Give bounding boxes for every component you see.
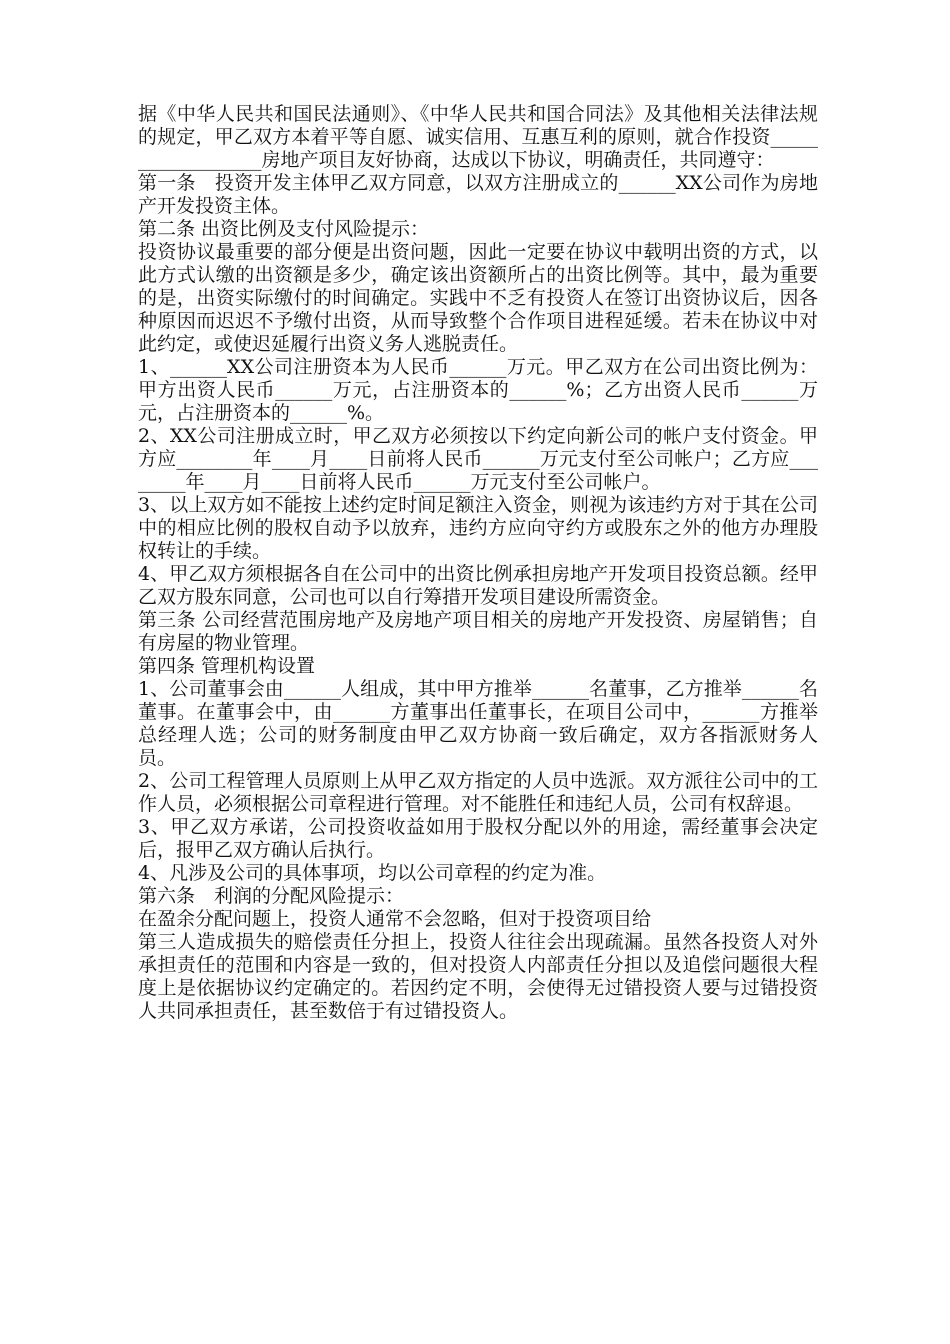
article-4-clause-4: 4、凡涉及公司的具体事项，均以公司章程的约定为准。 [138, 862, 607, 884]
article-4-heading: 第四条 管理机构设置 [138, 655, 316, 677]
article-4-clause-2: 2、公司工程管理人员原则上从甲乙双方指定的人员中选派。双方派往公司中的工作人员，必须根据公司章程进行管理。对不能胜任和违纪人员，公司有权辞退。 [138, 770, 818, 815]
document-body [138, 103, 818, 1023]
article-6-risk-note-line-2: 第三人造成损失的赔偿责任分担上，投资人往往会出现疏漏。虽然各投资人对外承担责任的范围和内容是一致的，但对投资人内部责任分担以及追偿问题很大程度上是依据协议约定确定的。若因约定不明，会使得无过错投资人要与过错投资人共同承担责任，甚至数倍于有过错投资人。 [138, 931, 818, 1022]
article-4-clause-3: 3、甲乙双方承诺，公司投资收益如用于股权分配以外的用途，需经董事会决定后，报甲乙双方确认后执行。 [138, 816, 818, 861]
article-2-clause-4: 4、甲乙双方须根据各自在公司中的出资比例承担房地产开发项目投资总额。经甲乙双方股东同意，公司也可以自行筹措开发项目建设所需资金。 [138, 563, 818, 608]
article-3-paragraph: 第三条 公司经营范围房地产及房地产项目相关的房地产开发投资、房屋销售；自有房屋的物业管理。 [138, 609, 818, 654]
article-6-heading: 第六条 利润的分配风险提示： [138, 885, 405, 907]
article-2-clause-1: 1、______XX公司注册资本为人民币______万元。甲乙双方在公司出资比例为：甲方出资人民币______万元，占注册资本的______%；乙方出资人民币______万元，占注册资本的______%。 [138, 356, 818, 424]
article-6-risk-note-line-1: 在盈余分配问题上，投资人通常不会忽略，但对于投资项目给 [138, 908, 652, 930]
article-2-clause-3: 3、以上双方如不能按上述约定时间足额注入资金，则视为该违约方对于其在公司中的相应比例的股权自动予以放弃，违约方应向守约方或股东之外的他方办理股权转让的手续。 [138, 494, 818, 562]
article-1-paragraph: 第一条 投资开发主体甲乙双方同意，以双方注册成立的______XX公司作为房地产开发投资主体。 [138, 172, 818, 217]
article-2-clause-2: 2、XX公司注册成立时，甲乙双方必须按以下约定向新公司的帐户支付资金。甲方应________年____月____日前将人民币______万元支付至公司帐户；乙方应________年____月____日前将人民币______万元支付至公司帐户。 [138, 425, 818, 493]
article-4-clause-1: 1、公司董事会由______人组成，其中甲方推举______名董事，乙方推举______名董事。在董事会中，由______方董事出任董事长，在项目公司中，______方推举总经理人选；公司的财务制度由甲乙双方协商一致后确定，双方各指派财务人员。 [138, 678, 818, 769]
article-2-risk-note: 投资协议最重要的部分便是出资问题，因此一定要在协议中载明出资的方式，以此方式认缴的出资额是多少，确定该出资额所占的出资比例等。其中，最为重要的是，出资实际缴付的时间确定。实践中不乏有投资人在签订出资协议后，因各种原因而迟迟不予缴付出资，从而导致整个合作项目进程延缓。若未在协议中对此约定，或使迟延履行出资义务人逃脱责任。 [138, 241, 818, 355]
article-2-heading: 第二条 出资比例及支付风险提示： [138, 218, 430, 240]
preamble-paragraph: 据《中华人民共和国民法通则》、《中华人民共和国合同法》及其他相关法律法规的规定，甲乙双方本着平等自愿、诚实信用、互惠互利的原则，就合作投资__________________房地产项目友好协商，达成以下协议，明确责任，共同遵守： [138, 103, 818, 171]
